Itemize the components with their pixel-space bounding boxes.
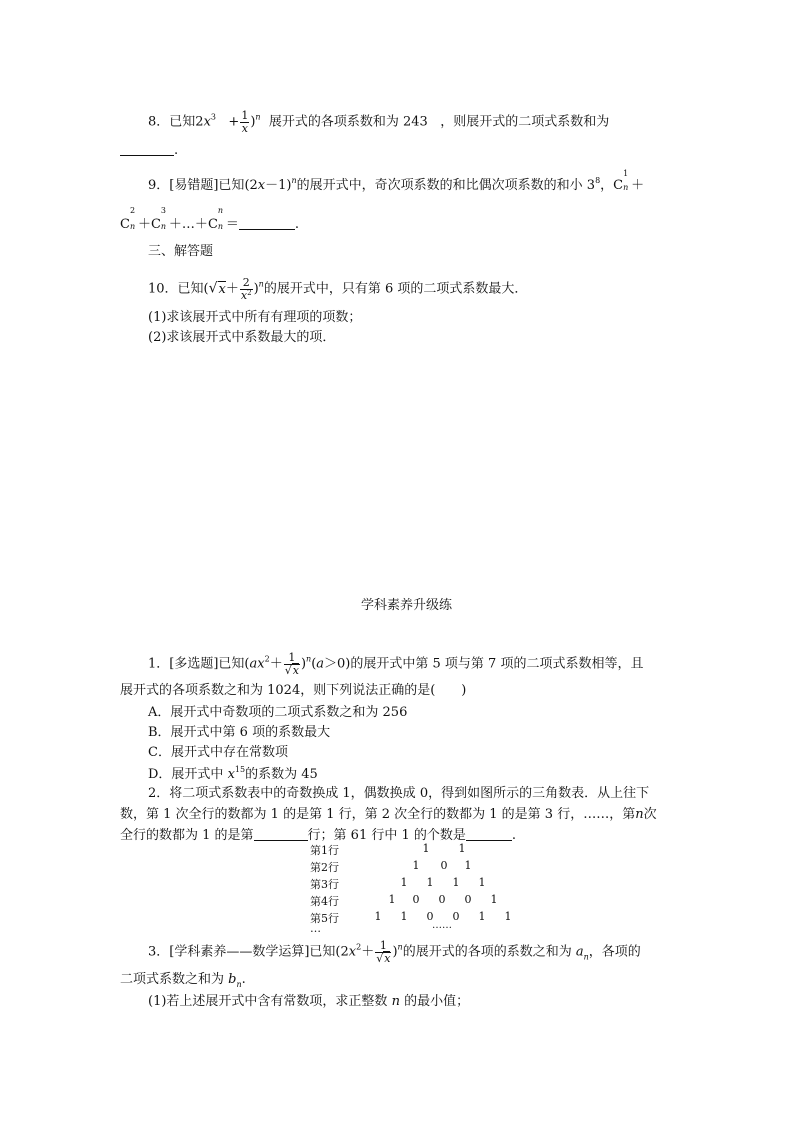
p2-text-3c: . — [511, 828, 517, 843]
cell-r3-c2: 1 — [426, 876, 434, 889]
cell-r5-c4: 0 — [452, 910, 460, 923]
q9-blank[interactable] — [239, 217, 295, 230]
p1-frac-den-x: x — [292, 663, 299, 677]
q9-comma: ， — [600, 178, 614, 193]
q9-c1-sup: 1 — [623, 169, 629, 178]
p1-cond-a: a — [316, 656, 325, 672]
p1-text-1: 的展开式中第 5 项与第 7 项的二项式系数相等，且 — [350, 656, 644, 672]
p3-frac-num: 1 — [375, 940, 391, 953]
p3-fraction — [375, 940, 391, 964]
p3-var-b: b — [228, 972, 237, 987]
problem-2 — [148, 786, 649, 802]
p1-option-a[interactable]: A．展开式中奇数项的二项式系数之和为 256 — [148, 705, 408, 720]
q10-fraction — [240, 277, 253, 301]
p2-number: 2 — [148, 786, 157, 801]
p3-text-2: 二项式系数之和为 — [120, 972, 225, 987]
triangle-table — [310, 842, 530, 935]
p3-var-x: x — [348, 944, 357, 960]
q8-text-1: ．已知 — [156, 114, 196, 130]
cell-r4-c2: 0 — [412, 893, 420, 906]
q8-text-2: 展开式的各项系数和为 — [268, 114, 399, 130]
q10-number: 10 — [148, 281, 165, 297]
cell-r4-c5: 1 — [490, 893, 498, 906]
cell-r4-c3: 0 — [438, 893, 446, 906]
q9-expr-close: －1) — [265, 178, 292, 193]
cell-r3-c3: 1 — [452, 876, 460, 889]
p3-sub1-post: 的最小值； — [404, 994, 470, 1009]
q9-c2-sub: n — [129, 222, 136, 231]
q9-cn: C — [207, 217, 218, 232]
row-label-1: 第1行 — [310, 844, 339, 857]
q9-equals: ＝ — [225, 217, 239, 232]
q10-text-2: 的展开式中，只有第 6 项的二项式系数最大． — [263, 281, 528, 297]
p1-option-d-exp: 15 — [234, 765, 246, 774]
q9-tag: ．[易错题]已知 — [156, 178, 245, 193]
cell-r3-c4: 1 — [478, 876, 486, 889]
cell-r4-c4: 0 — [464, 893, 472, 906]
q10-sub-2: (2)求该展开式中系数最大的项． — [148, 330, 336, 345]
p2-text-3a: 全行的数都为 1 的是第 — [120, 828, 254, 843]
p3-text-1: 的展开式的各项的系数之和为 — [402, 944, 572, 960]
q8-exp-3: 3 — [210, 112, 217, 122]
q10-sub-1: (1)求该展开式中所有有理项的项数； — [148, 310, 362, 325]
table-ellipsis: …… — [432, 920, 452, 931]
cell-r1-c1: 1 — [422, 842, 430, 855]
row-label-5: 第5行 — [310, 912, 339, 925]
cell-r3-c1: 1 — [400, 876, 408, 889]
p1-var-a: a — [249, 656, 258, 672]
question-9 — [148, 169, 645, 194]
q9-cn-sub: n — [217, 222, 224, 231]
p2-line-2 — [120, 807, 657, 823]
p3-frac-den: √x — [376, 951, 391, 965]
q8-number: 8 — [148, 114, 157, 130]
cell-r1-c2: 1 — [458, 842, 466, 855]
p3-sub-1 — [148, 994, 469, 1010]
q9-var-x: x — [257, 178, 266, 193]
q9-exp-8: 8 — [595, 176, 601, 185]
cell-r2-c1: 1 — [412, 859, 420, 872]
p3-frac-den-x: x — [384, 951, 391, 965]
q8-end: . — [174, 143, 179, 158]
q9-text-1: 的展开式中，奇次项系数的和比偶次项系数的和小 — [296, 178, 583, 193]
p1-var-x: x — [257, 656, 265, 672]
q8-fraction — [240, 110, 249, 134]
q10-close: ) — [253, 281, 259, 297]
q9-plus-2: ＋ — [137, 217, 151, 232]
p1-option-c[interactable]: C．展开式中存在常数项 — [148, 745, 288, 760]
cell-r5-c5: 1 — [478, 910, 486, 923]
q8-answer-line — [120, 143, 178, 159]
q9-dots: ＋…＋ — [168, 217, 208, 232]
p1-option-d-x: x — [227, 767, 235, 782]
problem-3 — [148, 940, 641, 964]
p2-text-2-end: 次 — [643, 807, 657, 822]
p3-end: . — [241, 972, 246, 987]
q9-line-2 — [120, 206, 300, 233]
p1-option-b[interactable]: B．展开式中第 6 项的系数最大 — [148, 725, 331, 740]
p1-exp-n: n — [306, 654, 312, 664]
p1-frac-den: √x — [284, 663, 299, 677]
q8-plus: + — [228, 114, 240, 130]
question-10: 10．已知(√x＋ $\frac{2}{x^2}$ )$^n$的展开式中，只有第 6 项的二项式系数最大． — [148, 276, 528, 302]
cell-r5-c1: 1 — [374, 910, 382, 923]
q8-frac-den: x — [241, 121, 248, 135]
p3-close: ) — [392, 944, 398, 960]
q9-c3-sup: 3 — [160, 206, 167, 215]
q10-text-1: ．已知( — [164, 281, 209, 297]
p1-option-d-pre: D．展开式中 — [148, 767, 224, 782]
p3-sub1-pre: (1)若上述展开式中含有常数项，求正整数 — [148, 994, 388, 1009]
q9-exp-n: n — [291, 176, 297, 185]
q9-end: . — [294, 217, 300, 232]
q9-c3: C — [150, 217, 161, 232]
p3-exp-n: n — [397, 942, 403, 952]
cell-r5-c6: 1 — [504, 910, 512, 923]
q10-plus: ＋ — [225, 281, 239, 297]
question-8: 8．已知$2x^3$ + $\frac{1}{x}$ )$^n$ 展开式的各项系数和为 243 ，则展开式的二项式系数和为 — [148, 109, 610, 135]
q10-frac-num: 2 — [240, 277, 253, 290]
q8-exp-n: n — [255, 112, 261, 122]
p3-var-a-sub: n — [583, 952, 589, 962]
p1-frac-num: 1 — [284, 652, 300, 665]
q10-frac-den-exp: 2 — [247, 288, 252, 297]
p3-comma: ，各项的 — [588, 944, 641, 960]
p1-tag: ．[多选题]已知( — [156, 656, 250, 672]
p1-option-d[interactable] — [148, 765, 318, 783]
p1-plus: ＋ — [269, 656, 283, 672]
cell-r2-c3: 1 — [464, 859, 472, 872]
p1-close: ) — [300, 656, 307, 672]
p1-line-2: 展开式的各项系数之和为 1024，则下列说法正确的是( ) — [120, 683, 467, 698]
p2-text-3b: 行；第 61 行中 1 的个数是 — [307, 828, 466, 843]
q9-cn-sup: n — [217, 206, 224, 215]
q10-frac-den — [240, 290, 253, 302]
p3-var-b-sub: n — [236, 980, 242, 989]
row-label-3: 第3行 — [310, 878, 339, 891]
p2-text-2: 数，第 1 次全行的数都为 1 的是第 1 行，第 2 次全行的数都为 1 的是第 3 行，……，第 — [120, 807, 636, 822]
q9-c1: C — [613, 178, 624, 193]
q9-c3-sub: n — [160, 222, 167, 231]
section-heading-3: 三、解答题 — [148, 244, 214, 259]
row-label-ellipsis: … — [310, 922, 321, 935]
q9-base-3: 3 — [586, 178, 596, 193]
q9-expr-open: (2 — [244, 178, 258, 193]
q9-plus-1: ＋ — [631, 178, 645, 193]
p1-cond-open: ( — [311, 656, 317, 672]
q10-sqrt-x: x — [218, 281, 226, 297]
q8-var-x: x — [203, 114, 211, 130]
q8-base: 2 — [195, 114, 204, 130]
section-title: 学科素养升级练 — [361, 598, 453, 613]
q10-frac-den-x: x — [240, 288, 248, 302]
q8-value: 243 — [402, 114, 428, 130]
p3-tag: ．[学科素养——数学运算]已知(2 — [156, 944, 349, 960]
cell-r4-c1: 1 — [388, 893, 396, 906]
cell-r2-c2: 0 — [440, 859, 448, 872]
q9-number: 9 — [148, 178, 157, 193]
q9-c2: C — [120, 217, 130, 232]
p1-exp-2: 2 — [264, 654, 270, 664]
q9-c1-sub: n — [623, 183, 629, 192]
p1-number: 1 — [148, 656, 157, 672]
q9-c2-sup: 2 — [129, 206, 136, 215]
p1-option-d-post: 的系数为 45 — [245, 767, 318, 782]
cell-r5-c3: 0 — [426, 910, 434, 923]
p3-line-2 — [120, 972, 246, 990]
p3-sub1-var-n: n — [391, 994, 400, 1009]
p1-fraction — [284, 652, 300, 676]
p2-text-1: ．将二项式系数表中的奇数换成 1，偶数换成 0，得到如图所示的三角数表．从上往下 — [156, 786, 650, 801]
p3-exp-2: 2 — [356, 942, 362, 952]
row-label-2: 第2行 — [310, 861, 339, 874]
q8-frac-num: 1 — [241, 109, 249, 122]
row-label-4: 第4行 — [310, 895, 339, 908]
q8-blank[interactable] — [120, 143, 174, 156]
p1-cond-gt: ＞0) — [324, 656, 351, 672]
q10-exp-n: n — [258, 279, 264, 289]
p2-blank-2[interactable] — [466, 828, 512, 841]
p2-var-n: n — [635, 807, 644, 822]
p3-plus: ＋ — [361, 944, 375, 960]
p3-var-a: a — [575, 944, 584, 960]
p2-blank-1[interactable] — [254, 828, 308, 841]
cell-r5-c2: 1 — [400, 910, 408, 923]
problem-1 — [148, 652, 643, 676]
q8-text-3: ，则展开式的二项式系数和为 — [440, 114, 610, 130]
p3-number: 3 — [148, 944, 157, 960]
